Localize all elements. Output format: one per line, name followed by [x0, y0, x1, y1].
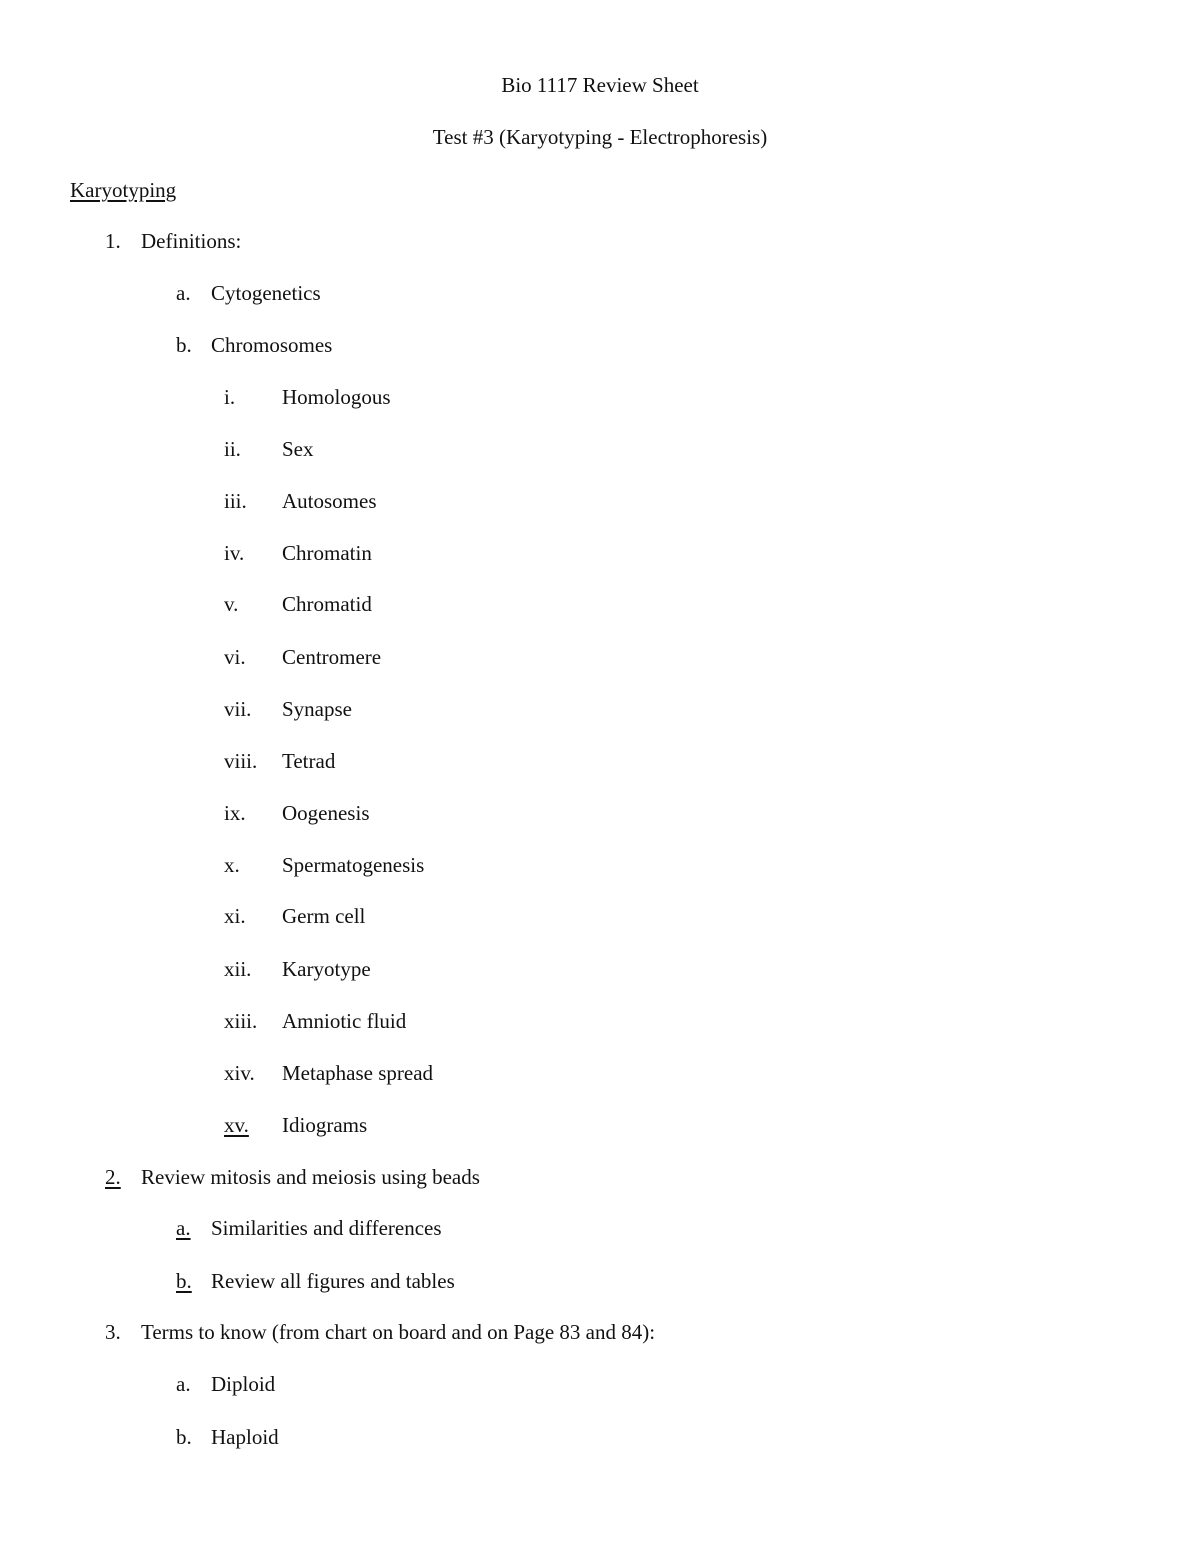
list-item: Terms to know (from chart on board and on Page 83 and 84): [141, 1320, 656, 1344]
list-marker: ii. [224, 437, 241, 461]
list-marker: viii. [224, 749, 258, 773]
document-title: Bio 1117 Review Sheet [501, 73, 699, 97]
list-item: Germ cell [282, 904, 366, 928]
list-marker: b. [176, 333, 192, 357]
list-item: Tetrad [282, 749, 336, 773]
list-marker: xiv. [224, 1061, 255, 1085]
list-marker: ix. [224, 801, 246, 825]
list-item: Cytogenetics [211, 281, 321, 305]
list-marker: xii. [224, 957, 252, 981]
list-item: Idiograms [282, 1113, 368, 1137]
list-marker: b. [176, 1269, 192, 1293]
list-item: Homologous [282, 385, 391, 409]
list-marker: a. [176, 1216, 191, 1240]
list-item: Spermatogenesis [282, 853, 425, 877]
list-item: Similarities and differences [211, 1216, 442, 1240]
list-item: Centromere [282, 645, 382, 669]
list-marker: a. [176, 1372, 191, 1396]
list-marker: vi. [224, 645, 246, 669]
list-item: Review all figures and tables [211, 1269, 455, 1293]
list-item: Amniotic fluid [282, 1009, 407, 1033]
list-marker: 2. [105, 1165, 121, 1189]
list-marker: vii. [224, 697, 252, 721]
list-marker: xv. [224, 1113, 249, 1137]
list-item: Review mitosis and meiosis using beads [141, 1165, 480, 1189]
document-subtitle: Test #3 (Karyotyping - Electrophoresis) [432, 125, 768, 149]
list-marker: v. [224, 592, 239, 616]
list-item: Haploid [211, 1425, 279, 1449]
list-item: Chromosomes [211, 333, 333, 357]
section-heading: Karyotyping [70, 178, 177, 202]
list-marker: 1. [105, 229, 121, 253]
list-marker: x. [224, 853, 240, 877]
list-item: Definitions: [141, 229, 242, 253]
list-item: Sex [282, 437, 314, 461]
list-marker: iv. [224, 541, 245, 565]
list-marker: a. [176, 281, 191, 305]
list-item: Autosomes [282, 489, 377, 513]
list-marker: iii. [224, 489, 247, 513]
list-item: Chromatin [282, 541, 372, 565]
list-item: Synapse [282, 697, 352, 721]
list-item: Karyotype [282, 957, 371, 981]
list-marker: 3. [105, 1320, 121, 1344]
list-marker: b. [176, 1425, 192, 1449]
list-item: Oogenesis [282, 801, 370, 825]
list-marker: xiii. [224, 1009, 258, 1033]
list-marker: xi. [224, 904, 246, 928]
list-item: Diploid [211, 1372, 276, 1396]
list-item: Metaphase spread [282, 1061, 434, 1085]
list-item: Chromatid [282, 592, 372, 616]
list-marker: i. [224, 385, 236, 409]
